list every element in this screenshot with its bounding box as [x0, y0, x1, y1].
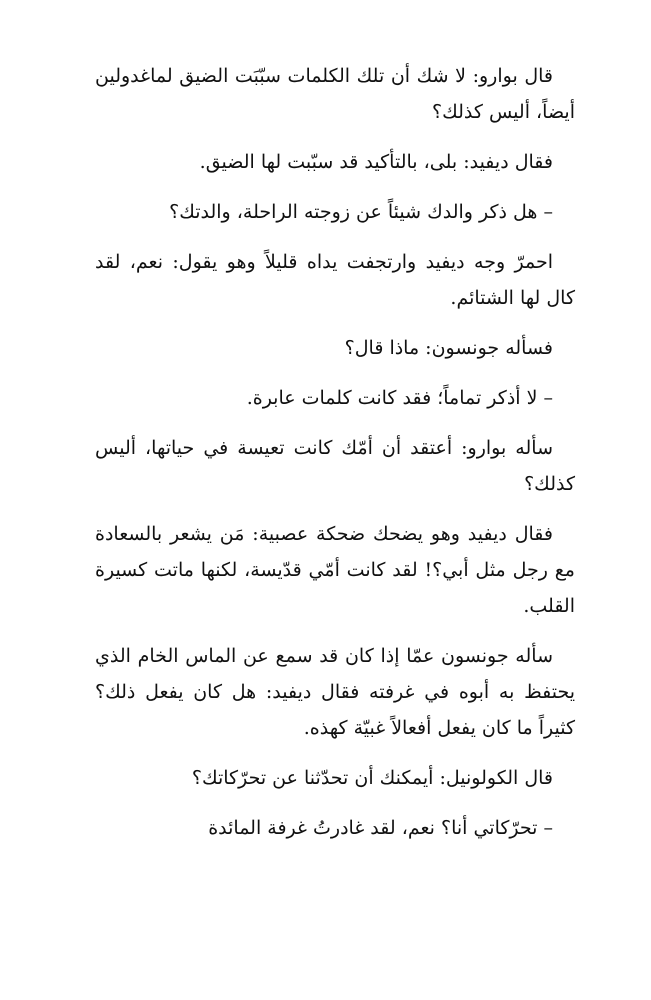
paragraph-7: سأله بوارو: أعتقد أن أمّك كانت تعيسة في حياتها، أليس كذلك؟: [95, 437, 575, 495]
paragraph-2: فقال ديفيد: بلى، بالتأكيد قد سبّبت لها الضيق.: [199, 151, 553, 173]
book-page: [95, 58, 575, 860]
paragraph-8: فقال ديفيد وهو يضحك ضحكة عصبية: مَن يشعر بالسعادة مع رجل مثل أبي؟! لقد كانت أمّي قدّيسة، لكنها ماتت كسيرة القلب.: [95, 523, 575, 617]
paragraph-5: فسأله جونسون: ماذا قال؟: [344, 337, 553, 359]
paragraph-11: – تحرّكاتي أنا؟ نعم، لقد غادرتُ غرفة المائدة: [208, 817, 553, 839]
paragraph-6: – لا أذكر تماماً؛ فقد كانت كلمات عابرة.: [246, 387, 553, 409]
paragraph-10: قال الكولونيل: أيمكنك أن تحدّثنا عن تحرّكاتك؟: [191, 767, 553, 789]
paragraph-4: احمرّ وجه ديفيد وارتجفت يداه قليلاً وهو يقول: نعم، لقد كال لها الشتائم.: [95, 251, 575, 309]
paragraph-3: – هل ذكر والدك شيئاً عن زوجته الراحلة، والدتك؟: [169, 201, 553, 223]
paragraph-9: سأله جونسون عمّا إذا كان قد سمع عن الماس الخام الذي يحتفظ به أبوه في غرفته فقال ديفيد: هل كان يفعل ذلك؟ كثيراً ما كان يفعل أفعالاً غبيّة كهذه.: [95, 645, 576, 739]
paragraph-1: قال بوارو: لا شك أن تلك الكلمات سبّبَت الضيق لماغدولين أيضاً، أليس كذلك؟: [95, 65, 575, 123]
